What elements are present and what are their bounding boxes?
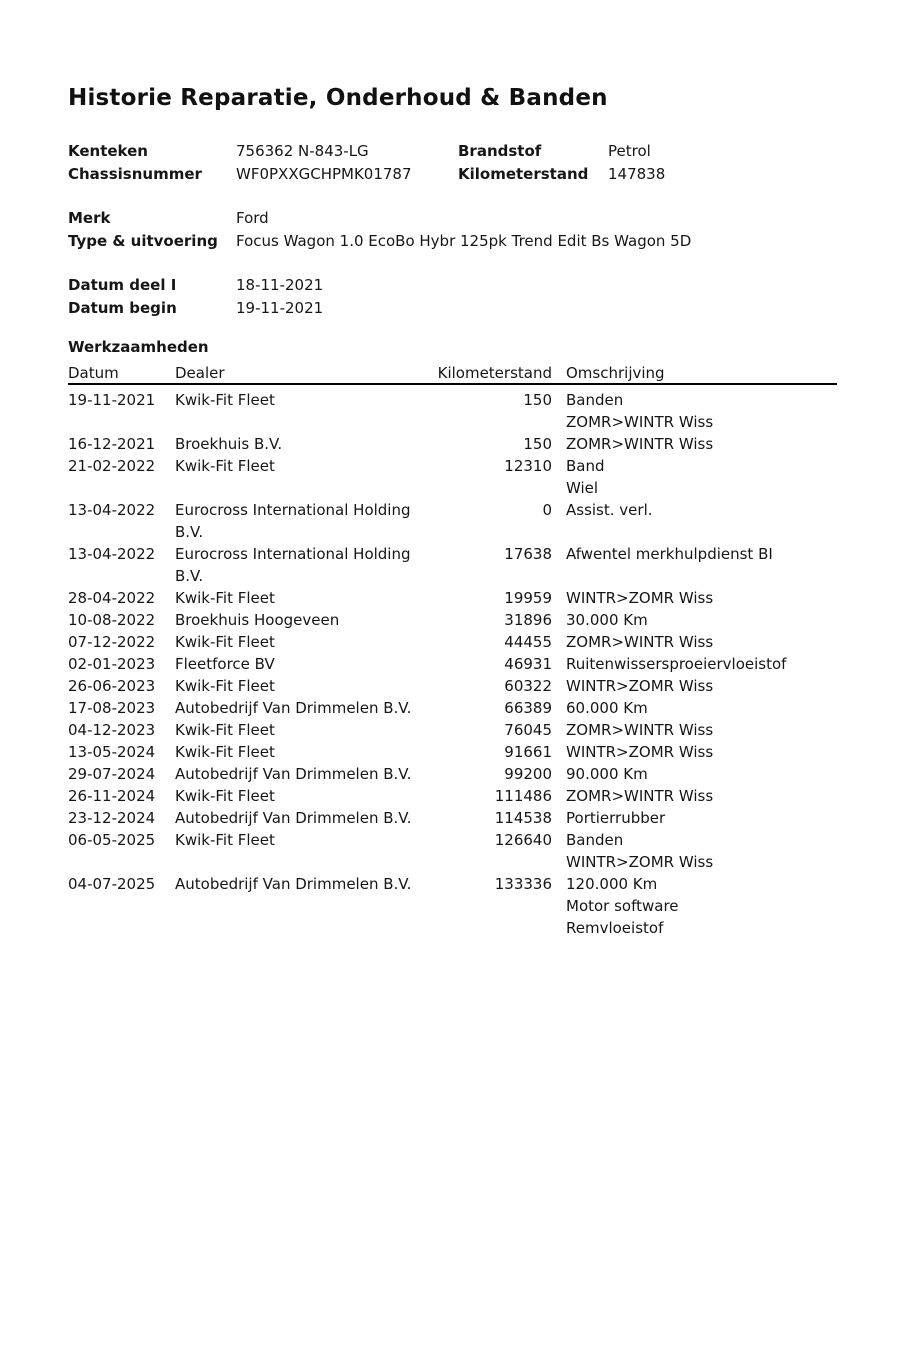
vehicle-make-section — [68, 207, 837, 253]
row-kilometerstand: 114538 — [494, 809, 552, 827]
datum-begin-value: 19-11-2021 — [236, 299, 324, 317]
chassisnummer-value: WF0PXXGCHPMK01787 — [236, 165, 412, 183]
row-datum: 07-12-2022 — [68, 633, 156, 651]
page-title: Historie Reparatie, Onderhoud & Banden — [68, 85, 608, 111]
row-dealer: Kwik-Fit Fleet — [175, 721, 275, 739]
row-kilometerstand: 17638 — [504, 545, 552, 563]
row-datum: 19-11-2021 — [68, 391, 156, 409]
merk-label: Merk — [68, 209, 111, 227]
row-kilometerstand: 0 — [542, 501, 552, 519]
description-line: WINTR>ZOMR Wiss — [566, 677, 714, 695]
row-datum: 06-05-2025 — [68, 831, 156, 849]
document-page — [0, 84, 905, 1364]
row-dealer: Fleetforce BV — [175, 655, 275, 673]
table-row — [68, 763, 837, 785]
table-row — [68, 433, 837, 455]
row-datum: 13-05-2024 — [68, 743, 156, 761]
table-row — [68, 807, 837, 829]
description-line: 90.000 Km — [566, 765, 648, 783]
row-dealer: Kwik-Fit Fleet — [175, 589, 275, 607]
table-row — [68, 873, 837, 939]
row-omschrijving — [552, 609, 837, 631]
row-omschrijving — [552, 653, 837, 675]
datum-deel-value: 18-11-2021 — [236, 276, 324, 294]
row-omschrijving — [552, 543, 837, 587]
row-omschrijving — [552, 807, 837, 829]
table-row — [68, 741, 837, 763]
type-uitvoering-value: Focus Wagon 1.0 EcoBo Hybr 125pk Trend Edit Bs Wagon 5D — [236, 232, 692, 250]
row-dealer: Autobedrijf Van Drimmelen B.V. — [175, 875, 412, 893]
werkzaamheden-table-header — [68, 364, 837, 385]
row-dealer: Kwik-Fit Fleet — [175, 831, 275, 849]
kenteken-label: Kenteken — [68, 142, 148, 160]
description-line: Banden — [566, 391, 624, 409]
description-line: 120.000 Km — [566, 875, 658, 893]
row-kilometerstand: 133336 — [494, 875, 552, 893]
datum-deel-label: Datum deel I — [68, 276, 177, 294]
row-kilometerstand: 60322 — [504, 677, 552, 695]
row-dealer: Kwik-Fit Fleet — [175, 677, 275, 695]
werkzaamheden-rows — [68, 389, 837, 939]
row-datum: 02-01-2023 — [68, 655, 156, 673]
description-line: Portierrubber — [566, 809, 666, 827]
table-row — [68, 587, 837, 609]
description-line: Ruitenwissersproeiervloeistof — [566, 655, 787, 673]
table-row — [68, 653, 837, 675]
row-dealer: Kwik-Fit Fleet — [175, 391, 275, 409]
row-dealer: Kwik-Fit Fleet — [175, 743, 275, 761]
row-kilometerstand: 126640 — [494, 831, 552, 849]
table-row — [68, 785, 837, 807]
row-datum: 28-04-2022 — [68, 589, 156, 607]
dates-section — [68, 274, 837, 320]
row-omschrijving — [552, 741, 837, 763]
description-line: Afwentel merkhulpdienst BI — [566, 545, 773, 563]
description-line: ZOMR>WINTR Wiss — [566, 435, 714, 453]
row-datum: 04-12-2023 — [68, 721, 156, 739]
kilometerstand-value: 147838 — [608, 165, 666, 183]
row-omschrijving — [552, 587, 837, 609]
document-content — [0, 84, 905, 939]
description-line: ZOMR>WINTR Wiss — [566, 413, 714, 431]
row-datum: 13-04-2022 — [68, 501, 156, 519]
row-omschrijving — [552, 499, 837, 543]
row-omschrijving — [552, 675, 837, 697]
row-omschrijving — [552, 785, 837, 807]
description-line: 30.000 Km — [566, 611, 648, 629]
table-row — [68, 631, 837, 653]
row-dealer: Autobedrijf Van Drimmelen B.V. — [175, 699, 412, 717]
row-omschrijving — [552, 697, 837, 719]
column-header-dealer: Dealer — [175, 364, 225, 382]
table-row — [68, 389, 837, 433]
description-line: Band — [566, 457, 605, 475]
row-dealer: Autobedrijf Van Drimmelen B.V. — [175, 765, 412, 783]
row-datum: 10-08-2022 — [68, 611, 156, 629]
brandstof-value: Petrol — [608, 142, 651, 160]
row-datum: 13-04-2022 — [68, 545, 156, 563]
description-line: WINTR>ZOMR Wiss — [566, 853, 714, 871]
column-header-datum: Datum — [68, 364, 119, 382]
row-kilometerstand: 91661 — [504, 743, 552, 761]
row-kilometerstand: 99200 — [504, 765, 552, 783]
row-datum: 26-06-2023 — [68, 677, 156, 695]
table-row — [68, 543, 837, 587]
row-kilometerstand: 76045 — [504, 721, 552, 739]
table-row — [68, 829, 837, 873]
row-omschrijving — [552, 719, 837, 741]
table-row — [68, 697, 837, 719]
row-datum: 23-12-2024 — [68, 809, 156, 827]
row-dealer: Kwik-Fit Fleet — [175, 787, 275, 805]
description-line: Remvloeistof — [566, 919, 664, 937]
description-line: WINTR>ZOMR Wiss — [566, 743, 714, 761]
row-kilometerstand: 150 — [523, 391, 552, 409]
table-row — [68, 499, 837, 543]
row-dealer: Eurocross International Holding B.V. — [175, 501, 411, 541]
vehicle-id-section — [68, 140, 837, 186]
row-dealer: Kwik-Fit Fleet — [175, 633, 275, 651]
row-kilometerstand: 150 — [523, 435, 552, 453]
row-datum: 17-08-2023 — [68, 699, 156, 717]
description-line: Motor software — [566, 897, 679, 915]
datum-begin-label: Datum begin — [68, 299, 177, 317]
merk-value: Ford — [236, 209, 269, 227]
row-datum: 26-11-2024 — [68, 787, 156, 805]
kilometerstand-label: Kilometerstand — [458, 165, 589, 183]
row-omschrijving — [552, 763, 837, 785]
row-datum: 29-07-2024 — [68, 765, 156, 783]
chassisnummer-label: Chassisnummer — [68, 165, 202, 183]
column-header-kilometerstand: Kilometerstand — [437, 364, 552, 382]
row-dealer: Kwik-Fit Fleet — [175, 457, 275, 475]
werkzaamheden-section-title: Werkzaamheden — [68, 338, 209, 356]
row-kilometerstand: 111486 — [494, 787, 552, 805]
row-dealer: Autobedrijf Van Drimmelen B.V. — [175, 809, 412, 827]
row-kilometerstand: 46931 — [504, 655, 552, 673]
row-omschrijving — [552, 433, 837, 455]
description-line: ZOMR>WINTR Wiss — [566, 633, 714, 651]
row-dealer: Broekhuis B.V. — [175, 435, 283, 453]
kenteken-value: 756362 N-843-LG — [236, 142, 369, 160]
brandstof-label: Brandstof — [458, 142, 542, 160]
type-uitvoering-label: Type & uitvoering — [68, 232, 218, 250]
description-line: Wiel — [566, 479, 599, 497]
description-line: Banden — [566, 831, 624, 849]
table-row — [68, 455, 837, 499]
row-kilometerstand: 31896 — [504, 611, 552, 629]
table-row — [68, 719, 837, 741]
row-omschrijving — [552, 631, 837, 653]
row-kilometerstand: 19959 — [504, 589, 552, 607]
description-line: WINTR>ZOMR Wiss — [566, 589, 714, 607]
table-row — [68, 675, 837, 697]
row-omschrijving — [552, 873, 837, 939]
row-datum: 21-02-2022 — [68, 457, 156, 475]
row-omschrijving — [552, 455, 837, 499]
row-datum: 16-12-2021 — [68, 435, 156, 453]
row-dealer: Broekhuis Hoogeveen — [175, 611, 340, 629]
row-datum: 04-07-2025 — [68, 875, 156, 893]
description-line: ZOMR>WINTR Wiss — [566, 787, 714, 805]
description-line: Assist. verl. — [566, 501, 653, 519]
row-kilometerstand: 12310 — [504, 457, 552, 475]
row-omschrijving — [552, 829, 837, 873]
row-kilometerstand: 44455 — [504, 633, 552, 651]
column-header-omschrijving: Omschrijving — [566, 364, 665, 382]
row-dealer: Eurocross International Holding B.V. — [175, 545, 411, 585]
row-omschrijving — [552, 389, 837, 433]
description-line: ZOMR>WINTR Wiss — [566, 721, 714, 739]
row-kilometerstand: 66389 — [504, 699, 552, 717]
table-row — [68, 609, 837, 631]
description-line: 60.000 Km — [566, 699, 648, 717]
